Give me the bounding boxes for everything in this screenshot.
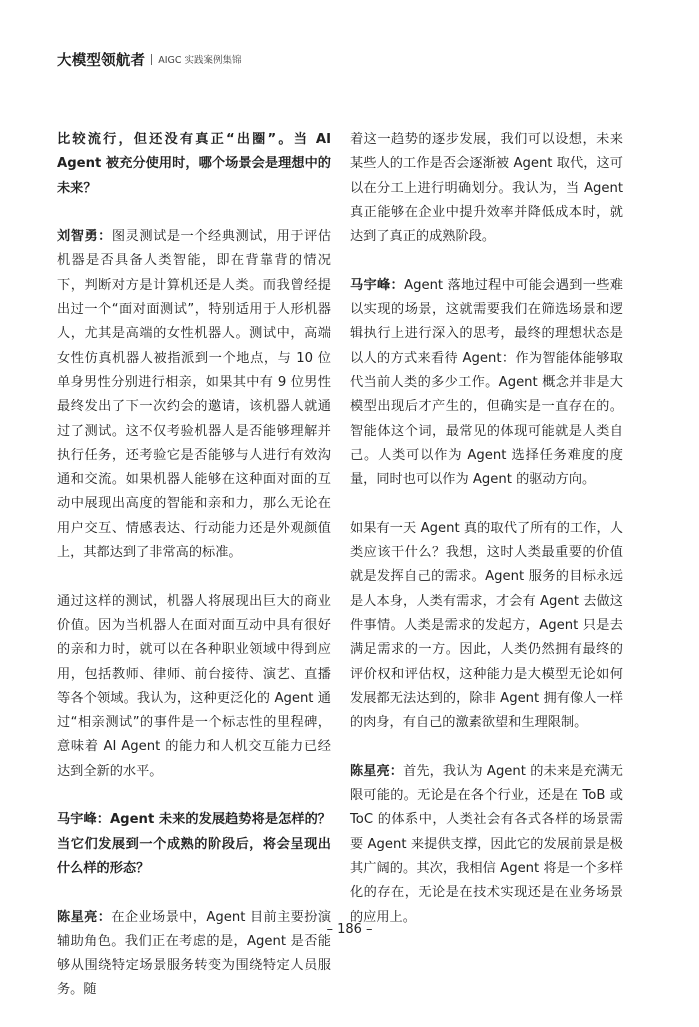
paragraph-text: 马宇峰：Agent 未来的发展趋势将是怎样的？当它们发展到一个成熟的阶段后，将会呈现出什么样的形态？ xyxy=(57,812,331,876)
running-header xyxy=(57,48,242,70)
speaker-name: 陈星亮： xyxy=(57,909,112,925)
paragraph-text: 首先，我认为 Agent 的未来是充满无限可能的。无论是在各个行业，还是在 ToB 或 ToC 的体系中，人类社会有各式各样的场景需要 Agent 来提供支撑，因此它的发展前景是极其广阔的。其次，我相信 Agent 将是一个多样化的存在，无论是在技术实现还是在业务场景的应用上。 xyxy=(350,763,623,925)
paragraph-text: 比较流行，但还没有真正“出圈”。当 AI Agent 被充分使用时，哪个场景会是理想中的未来？ xyxy=(57,132,331,196)
right-column xyxy=(350,128,623,954)
paragraph-text: Agent 落地过程中可能会遇到一些难以实现的场景，这就需要我们在筛选场景和逻辑执行上进行深入的思考，最终的理想状态是以人的方式来看待 Agent：作为智能体能够取代当前人类的多少工作。Agent 概念并非是大模型出现后才产生的，但确实是一直存在的。智能体这个词，最常见的体现可能就是人类自己。人类可以作为 Agent 选择任务难度的度量，同时也可以作为 Agent 的驱动方向。 xyxy=(350,277,623,488)
speaker-name: 刘智勇： xyxy=(57,229,112,245)
paragraph-text: 在企业场景中，Agent 目前主要扮演辅助角色。我们正在考虑的是，Agent 是否能够从围绕特定场景服务转变为围绕特定人员服务。随 xyxy=(57,909,332,998)
page-number: – 186 – xyxy=(326,922,373,937)
paragraph-text: 如果有一天 Agent 真的取代了所有的工作，人类应该干什么？我想，这时人类最重要的价值就是发挥自己的需求。Agent 服务的目标永远是人本身，人类有需求，才会有 Agent 去做这件事情。人类是需求的发起方，Agent 只是去满足需求的一方。因此，人类仍然拥有最终的评价权和评估权，这种能力是大模型无论如何发展都无法达到的，除非 Agent 拥有像人一样的肉身，有自己的激素欲望和生理限制。 xyxy=(350,520,623,731)
speaker-name: 马宇峰： xyxy=(350,277,405,293)
question-paragraph xyxy=(57,808,331,881)
left-column xyxy=(57,128,331,1027)
answer-paragraph xyxy=(350,760,623,930)
question-paragraph xyxy=(57,128,331,201)
paragraph-text: 图灵测试是一个经典测试，用于评估机器是否具备人类智能，即在背靠背的情况下，判断对方是计算机还是人类。而我曾经提出过一个“面对面测试”，特别适用于人形机器人，尤其是高端的女性机器人。测试中，高端女性仿真机器人被指派到一个地点，与 10 位单身男性分别进行相亲，如果其中有 9 位男性最终发出了下一次约会的邀请，该机器人就通过了测试。这不仅考验机器人是否能够理解并执行任务，还考验它是否能够与人进行有效沟通和交流。如果机器人能够在这种面对面的互动中展现出高度的智能和亲和力，那么无论在用户交互、情感表达、行动能力还是外观颜值上，其都达到了非常高的标准。 xyxy=(57,229,332,561)
body-paragraph xyxy=(350,517,623,736)
header-subtitle: AIGC 实践案例集锦 xyxy=(158,55,242,66)
body-paragraph xyxy=(350,128,623,249)
body-paragraph xyxy=(57,590,331,784)
answer-paragraph xyxy=(57,225,331,565)
header-divider xyxy=(151,54,152,65)
speaker-name: 陈星亮： xyxy=(350,763,404,779)
answer-paragraph xyxy=(350,274,623,493)
answer-paragraph xyxy=(57,906,331,1003)
paragraph-text: 着这一趋势的逐步发展，我们可以设想，未来某些人的工作是否会逐渐被 Agent 取代，这可以在分工上进行明确划分。我认为，当 Agent 真正能够在企业中提升效率并降低成本时，就达到了真正的成熟阶段。 xyxy=(350,132,623,245)
paragraph-text: 通过这样的测试，机器人将展现出巨大的商业价值。因为当机器人在面对面互动中具有很好的亲和力时，就可以在各种职业领域中得到应用，包括教师、律师、前台接待、演艺、直播等各个领域。我认为，这种更泛化的 Agent 通过“相亲测试”的事件是一个标志性的里程碑，意味着 AI Agent 的能力和人机交互能力已经达到全新的水平。 xyxy=(57,593,331,779)
header-title: 大模型领航者 xyxy=(57,52,146,69)
